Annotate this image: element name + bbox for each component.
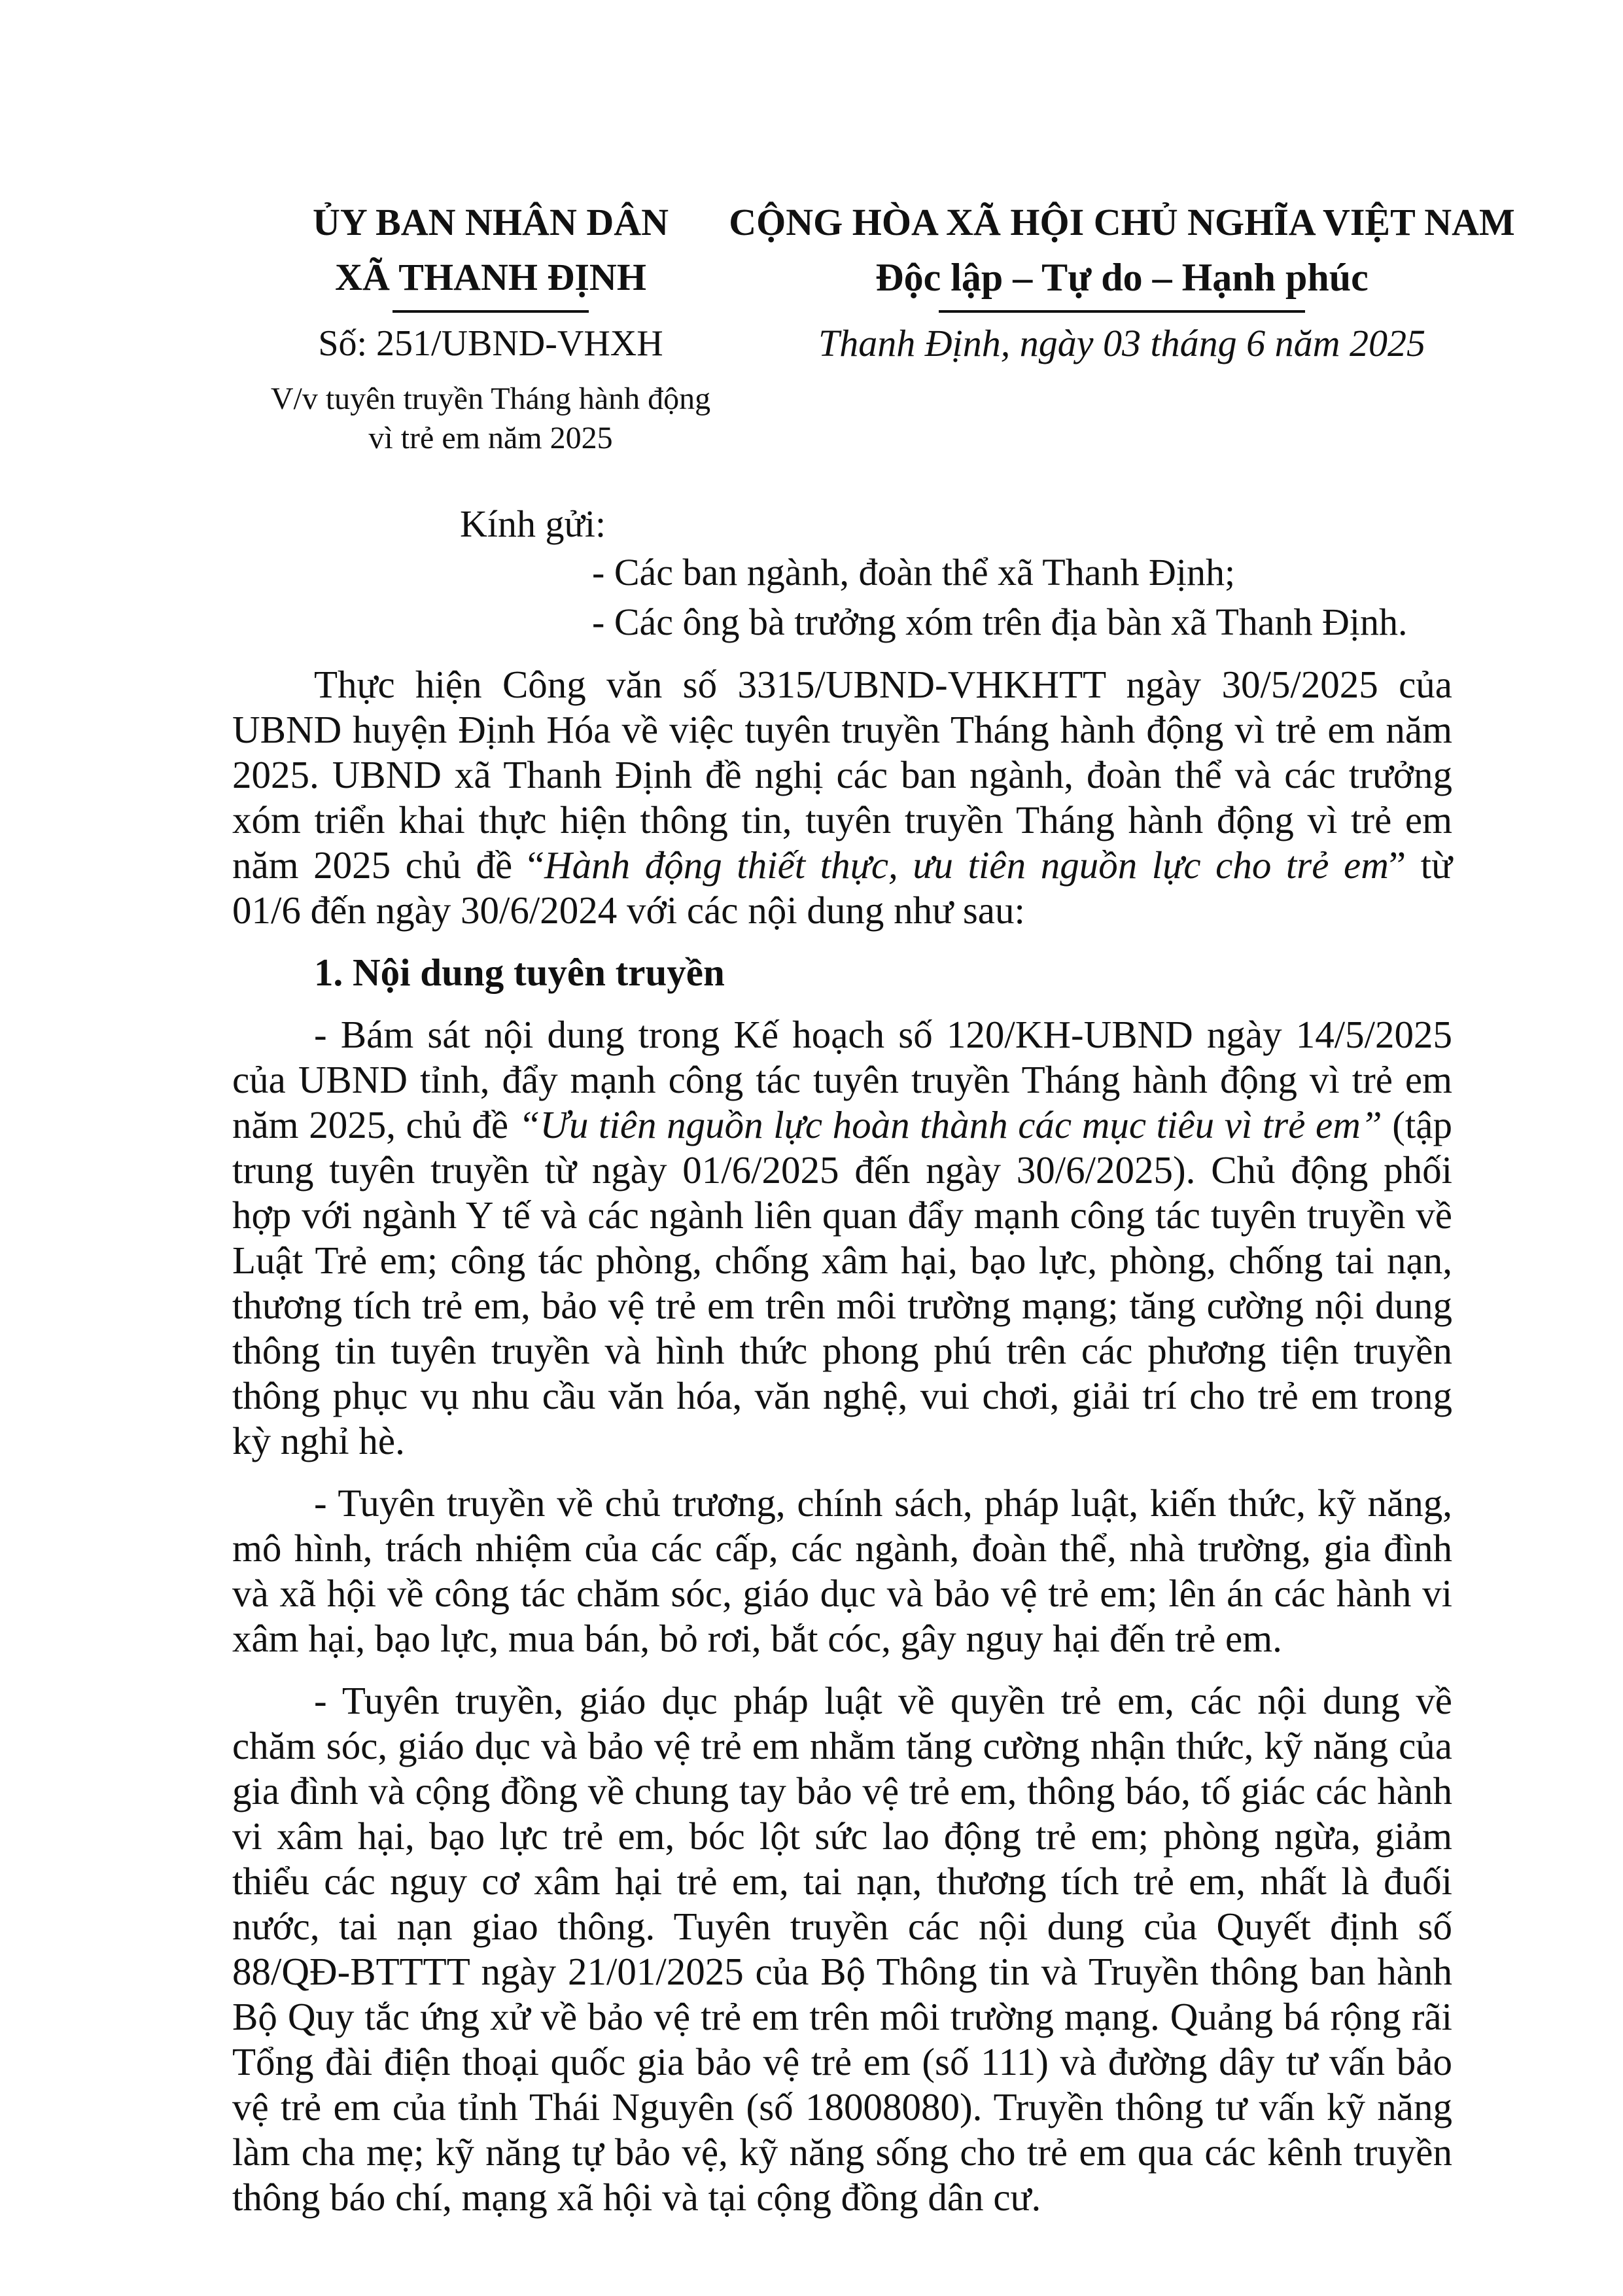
document-date: Thanh Định, ngày 03 tháng 6 năm 2025: [818, 322, 1425, 364]
commune-name: XÃ THANH ĐỊNH: [335, 256, 646, 298]
country-name: CỘNG HÒA XÃ HỘI CHỦ NGHĨA VIỆT NAM: [729, 201, 1515, 243]
content-paragraph-3: - Tuyên truyền, giáo dục pháp luật về quyền trẻ em, các nội dung về chăm sóc, giáo dục và bảo vệ trẻ em nhằm tăng cường nhận thức, kỹ năng của gia đình và cộng đồng về chung tay bảo vệ trẻ em, thông báo, tố giác các hành vi xâm hại, bạo lực trẻ em, bóc lột sức lao động trẻ em; phòng ngừa, giảm thiểu các nguy cơ xâm hại trẻ em, tai nạn, thương tích trẻ em, nhất là đuối nước, tai nạn giao thông. Tuyên truyền các nội dung của Quyết định số 88/QĐ-BTTTT ngày 21/01/2025 của Bộ Thông tin và Truyền thông ban hành Bộ Quy tắc ứng xử về bảo vệ trẻ em trên môi trường mạng. Quảng bá rộng rãi Tổng đài điện thoại quốc gia bảo vệ trẻ em (số 111) và đường dây tư vấn bảo vệ trẻ em của tỉnh Thái Nguyên (số 18008080). Truyền thông tư vấn kỹ năng làm cha mẹ; kỹ năng tự bảo vệ, kỹ năng sống cho trẻ em qua các kênh truyền thông báo chí, mạng xã hội và tại cộng đồng dân cư.: [232, 1679, 1452, 2219]
subject-line-1: V/v tuyên truyền Tháng hành động: [270, 381, 711, 416]
national-title: [707, 195, 1537, 313]
document-number: Số: 251/UBND-VHXH: [318, 323, 663, 364]
subject-line-2: vì trẻ em năm 2025: [368, 421, 613, 455]
motto-underline: [939, 310, 1305, 313]
content-paragraph-1: [232, 1012, 1452, 1464]
intro-theme: Hành động thiết thực, ưu tiên nguồn lực cho trẻ em: [544, 843, 1389, 887]
p1-text-1: - Bám sát nội dung trong Kế hoạch số 120/KH-UBND ngày 14/5/2025 của UBND tỉnh, đẩy mạnh công tác tuyên truyền Tháng hành động vì trẻ em năm 2025, chủ đề: [232, 1013, 1452, 1146]
p1-theme: “Ưu tiên nguồn lực hoàn thành các mục tiêu vì trẻ em”: [518, 1103, 1382, 1146]
intro-text-2: ” từ 01/6 đến ngày 30/6/2024 với các nội dung như sau:: [232, 843, 1452, 932]
content-paragraph-2: - Tuyên truyền về chủ trương, chính sách, pháp luật, kiến thức, kỹ năng, mô hình, trách nhiệm của các cấp, các ngành, đoàn thể, nhà trường, gia đình và xã hội về công tác chăm sóc, giáo dục và bảo vệ trẻ em; lên án các hành vi xâm hại, bạo lực, mua bán, bỏ rơi, bắt cóc, gây nguy hại đến trẻ em.: [232, 1481, 1452, 1660]
document-body: [232, 662, 1452, 2237]
recipients-label: Kính gửi:: [460, 503, 606, 545]
document-subject: [236, 380, 746, 458]
intro-text-1: Thực hiện Công văn số 3315/UBND-VHKHTT ngày 30/5/2025 của UBND huyện Định Hóa về việc tuyên truyền Tháng hành động vì trẻ em năm 2025. UBND xã Thanh Định đề nghị các ban ngành, đoàn thể và các trưởng xóm triển khai thực hiện thông tin, tuyên truyền Tháng hành động vì trẻ em năm 2025 chủ đề “: [232, 663, 1452, 887]
agency-name: ỦY BAN NHÂN DÂN: [312, 201, 669, 243]
intro-paragraph: [232, 662, 1452, 933]
p1-text-2: (tập trung tuyên truyền từ ngày 01/6/2025 đến ngày 30/6/2025). Chủ động phối hợp với ngành Y tế và các ngành liên quan đẩy mạnh công tác tuyên truyền về Luật Trẻ em; công tác phòng, chống xâm hại, bạo lực, phòng, chống tai nạn, thương tích trẻ em, bảo vệ trẻ em trên môi trường mạng; tăng cường nội dung thông tin tuyên truyền và hình thức phong phú trên các phương tiện truyền thông phục vụ nhu cầu văn hóa, văn nghệ, vui chơi, giải trí cho trẻ em trong kỳ nghỉ hè.: [232, 1103, 1452, 1462]
national-motto: Độc lập – Tự do – Hạnh phúc: [875, 256, 1369, 299]
section-heading: 1. Nội dung tuyên truyền: [314, 951, 725, 994]
agency-underline: [393, 310, 589, 313]
issuing-agency: [236, 195, 746, 313]
recipient-item: - Các ông bà trưởng xóm trên địa bàn xã Thanh Định.: [592, 601, 1408, 643]
recipient-item: - Các ban ngành, đoàn thể xã Thanh Định;: [592, 551, 1236, 593]
